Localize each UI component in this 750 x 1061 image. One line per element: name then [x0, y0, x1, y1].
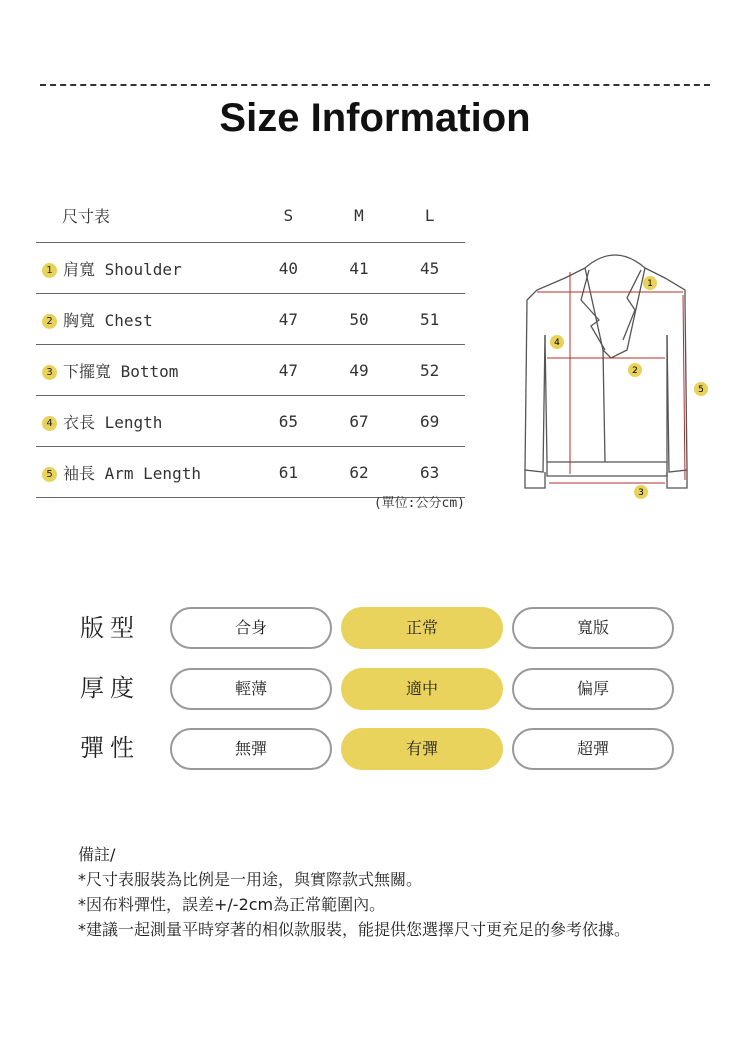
note-line: *建議一起測量平時穿著的相似款服裝，能提供您選擇尺寸更充足的參考依據。 [78, 920, 631, 939]
table-row [36, 243, 465, 294]
measure-name: 下擺寬 Bottom [63, 361, 179, 381]
measurement-lines [537, 272, 685, 483]
size-table-header [36, 188, 465, 243]
stretch-label: 彈性 [80, 734, 140, 762]
measure-name: 袖長 Arm Length [63, 463, 201, 483]
measure-number-badge: 4 [42, 416, 57, 431]
table-row [36, 396, 465, 447]
measure-number-badge: 2 [42, 314, 57, 329]
marker-5-label: 5 [698, 385, 704, 395]
dashed-divider [40, 84, 710, 86]
table-cell: 67 [324, 396, 395, 447]
fit-label: 版型 [80, 614, 140, 642]
measure-name: 胸寬 Chest [63, 310, 153, 330]
table-cell: 62 [324, 447, 395, 498]
table-cell: 51 [394, 294, 465, 345]
measure-name: 衣長 Length [63, 412, 163, 432]
marker-3-label: 3 [638, 488, 644, 498]
table-cell: 47 [253, 294, 324, 345]
table-row [36, 294, 465, 345]
row-label [36, 243, 253, 294]
notes-section [78, 842, 630, 942]
fit-option-slim[interactable]: 合身 [170, 607, 332, 649]
jacket-outline [525, 255, 687, 488]
fit-option-loose[interactable]: 寬版 [512, 607, 674, 649]
measure-name: 肩寬 Shoulder [63, 259, 182, 279]
size-table [36, 188, 465, 498]
table-cell: 63 [394, 447, 465, 498]
marker-1-label: 1 [647, 279, 653, 289]
stretch-option-stretchy[interactable]: 有彈 [341, 728, 503, 770]
thickness-label: 厚度 [80, 674, 140, 702]
size-header-l: L [394, 188, 465, 243]
thickness-option-thick[interactable]: 偏厚 [512, 668, 674, 710]
table-cell: 65 [253, 396, 324, 447]
size-header-s: S [253, 188, 324, 243]
table-cell: 61 [253, 447, 324, 498]
table-cell: 49 [324, 345, 395, 396]
table-row [36, 447, 465, 498]
note-line: *因布料彈性，誤差+/-2cm為正常範圍內。 [78, 895, 386, 914]
size-table-label-header: 尺寸表 [36, 188, 253, 243]
table-cell: 45 [394, 243, 465, 294]
thickness-option-medium[interactable]: 適中 [341, 668, 503, 710]
measure-number-badge: 5 [42, 467, 57, 482]
table-cell: 40 [253, 243, 324, 294]
table-cell: 47 [253, 345, 324, 396]
note-line: *尺寸表服裝為比例是一用途，與實際款式無關。 [78, 870, 423, 889]
unit-note: (單位:公分cm) [373, 496, 465, 511]
stretch-option-super[interactable]: 超彈 [512, 728, 674, 770]
measure-number-badge: 1 [42, 263, 57, 278]
row-label [36, 396, 253, 447]
stretch-option-none[interactable]: 無彈 [170, 728, 332, 770]
marker-2-label: 2 [632, 366, 638, 376]
page-title: Size Information [219, 96, 531, 140]
table-cell: 52 [394, 345, 465, 396]
table-cell: 41 [324, 243, 395, 294]
row-label [36, 345, 253, 396]
size-header-m: M [324, 188, 395, 243]
row-label [36, 294, 253, 345]
jacket-measurement-diagram [515, 240, 715, 500]
table-cell: 50 [324, 294, 395, 345]
row-label [36, 447, 253, 498]
notes-heading: 備註/ [78, 845, 116, 864]
thickness-option-thin[interactable]: 輕薄 [170, 668, 332, 710]
table-cell: 69 [394, 396, 465, 447]
fit-option-regular[interactable]: 正常 [341, 607, 503, 649]
measure-number-badge: 3 [42, 365, 57, 380]
table-row [36, 345, 465, 396]
marker-4-label: 4 [554, 338, 560, 348]
